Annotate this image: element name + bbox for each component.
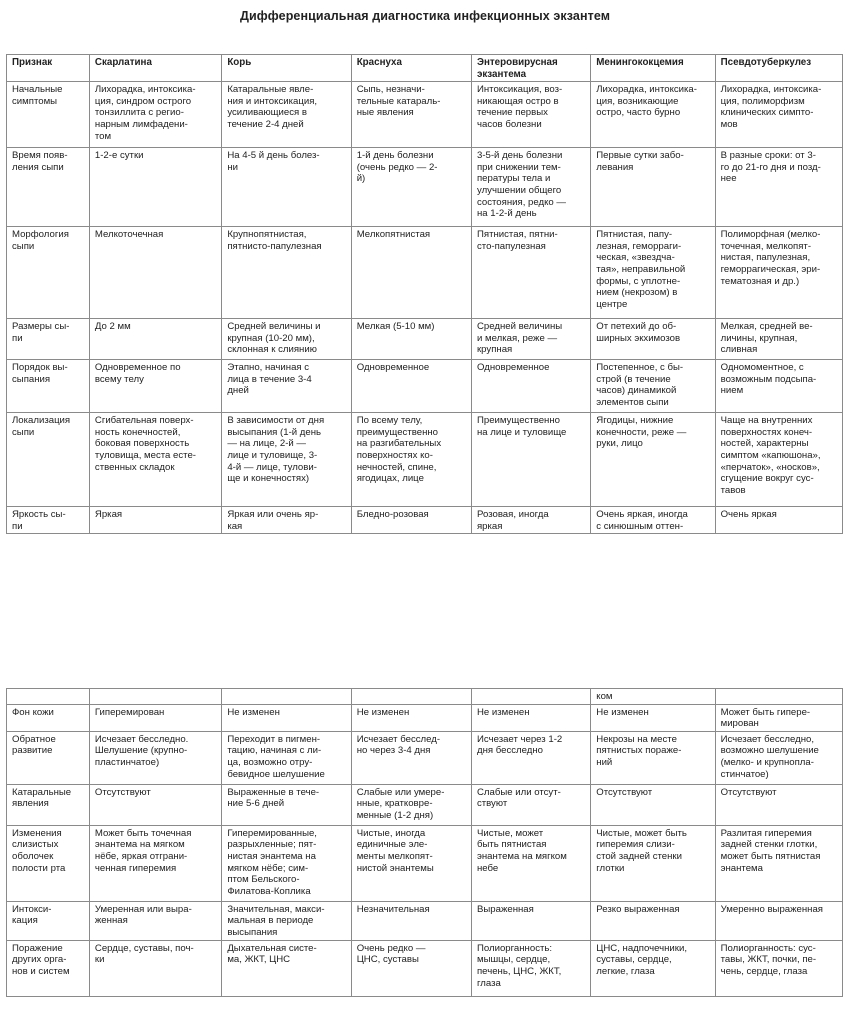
row-label-cell: Фон кожи (7, 704, 90, 731)
table-cell: Лихорадка, интоксика- ция, синдром острого тонзиллита с регио- нарным лимфадени- том (89, 82, 221, 148)
table-row (7, 825, 843, 901)
table-cell: Средней величины и мелкая, реже — крупная (471, 319, 590, 360)
table-cell: В зависимости от дня высыпания (1-й день — на лице, 2-й — лице и туловище, 3- 4-й — лице, тулови- ще и конечностях) (222, 413, 351, 507)
table-cell: Средней величины и крупная (10-20 мм), склонная к слиянию (222, 319, 351, 360)
table-cell: Мелкая (5-10 мм) (351, 319, 471, 360)
table-cell: По всему телу, преимущественно на разгибательных поверхностях ко- нечностей, спине, ягодицах, лице (351, 413, 471, 507)
table-header-row (7, 55, 843, 82)
header-pseudotuberculosis: Псевдотуберкулез (715, 55, 842, 82)
table-row (7, 82, 843, 148)
table-row (7, 227, 843, 319)
table-cell: Полиморфная (мелко- точечная, мелкопят- нистая, папулезная, геморрагическая, эри- тематозная и др.) (715, 227, 842, 319)
table-row (7, 704, 843, 731)
table-cell: Одновременное по всему телу (89, 360, 221, 413)
table-cell: Первые сутки забо- левания (591, 148, 715, 227)
table-cell: На 4-5 й день болез- ни (222, 148, 351, 227)
table-cell: Полиорганность: сус- тавы, ЖКТ, почки, пе- чень, сердце, глаза (715, 940, 842, 996)
table-row (7, 940, 843, 996)
table-row (7, 360, 843, 413)
table-row (7, 731, 843, 784)
table-row (7, 148, 843, 227)
header-meningococcemia: Менингококцемия (591, 55, 715, 82)
table-cell: Некрозы на месте пятнистых пораже- ний (591, 731, 715, 784)
table-cell (351, 689, 471, 705)
row-label-cell: Локализация сыпи (7, 413, 90, 507)
row-label-cell: Катаральные явления (7, 784, 90, 825)
table-cell: Крупнопятнистая, пятнисто-папулезная (222, 227, 351, 319)
row-label-cell: Начальные симптомы (7, 82, 90, 148)
table-cell: Этапно, начиная с лица в течение 3-4 дней (222, 360, 351, 413)
table-cell: Отсутствуют (591, 784, 715, 825)
table-cell: Исчезает бесслед- но через 3-4 дня (351, 731, 471, 784)
row-label-cell: Интокси- кация (7, 901, 90, 940)
table-cell: Полиорганность: мышцы, сердце, печень, ЦНС, ЖКТ, глаза (471, 940, 590, 996)
table-cell: Розовая, иногда яркая (471, 507, 590, 534)
table-cell (222, 689, 351, 705)
table-cell: Сыпь, незначи- тельные катараль- ные явления (351, 82, 471, 148)
table-cell: Постепенное, с бы- строй (в течение часов) динамикой элементов сыпи (591, 360, 715, 413)
row-label-cell: Обратное развитие (7, 731, 90, 784)
diagnosis-table-part-1 (6, 54, 843, 534)
row-label-cell (7, 689, 90, 705)
table-cell: Преимущественно на лице и туловище (471, 413, 590, 507)
header-scarlet-fever: Скарлатина (89, 55, 221, 82)
table-cell: Интоксикация, воз- никающая остро в течение первых часов болезни (471, 82, 590, 148)
page-title: Дифференциальная диагностика инфекционных экзантем (239, 9, 611, 23)
table-cell: До 2 мм (89, 319, 221, 360)
table-cell: Гиперемирован (89, 704, 221, 731)
table-cell: Яркая (89, 507, 221, 534)
table-cell: Очень редко — ЦНС, суставы (351, 940, 471, 996)
row-label-cell: Размеры сы- пи (7, 319, 90, 360)
header-enteroviral-exanthema: Энтеровирусная экзантема (471, 55, 590, 82)
table-cell: Лихорадка, интоксика- ция, возникающие остро, часто бурно (591, 82, 715, 148)
row-label-cell: Время появ- ления сыпи (7, 148, 90, 227)
table-cell: Яркая или очень яр- кая (222, 507, 351, 534)
table-cell: Сердце, суставы, поч- ки (89, 940, 221, 996)
header-measles: Корь (222, 55, 351, 82)
table-cell: Одновременное (351, 360, 471, 413)
table-cell: Мелкоточечная (89, 227, 221, 319)
table-cell: Переходит в пигмен- тацию, начиная с ли- ца, возможно отру- бевидное шелушение (222, 731, 351, 784)
table-cell: Лихорадка, интоксика- ция, полиморфизм клинических симпто- мов (715, 82, 842, 148)
table-cell: Разлитая гиперемия задней стенки глотки, может быть пятнистая энантема (715, 825, 842, 901)
table-cell: Умеренная или выра- женная (89, 901, 221, 940)
table-row (7, 689, 843, 705)
table-cell: ЦНС, надпочечники, суставы, сердце, легкие, глаза (591, 940, 715, 996)
table-cell: Чистые, может быть гиперемия слизи- стой задней стенки глотки (591, 825, 715, 901)
table-cell: Может быть гипере- мирован (715, 704, 842, 731)
table-cell: Не изменен (222, 704, 351, 731)
table-cell: Пятнистая, папу- лезная, геморраги- ческая, «звездча- тая», неправильной формы, с уплотне- нием (некрозом) в центре (591, 227, 715, 319)
table-cell: Выраженные в тече- ние 5-6 дней (222, 784, 351, 825)
table-row (7, 901, 843, 940)
table-row (7, 319, 843, 360)
table-cell: Мелкая, средней ве- личины, крупная, сливная (715, 319, 842, 360)
table-cell: Чистые, может быть пятнистая энантема на мягком небе (471, 825, 590, 901)
table-cell: Исчезает бесследно. Шелушение (крупно- пластинчатое) (89, 731, 221, 784)
table-cell: ком (591, 689, 715, 705)
table-cell: Слабые или умере- нные, кратковре- менные (1-2 дня) (351, 784, 471, 825)
table-body-part-1 (7, 82, 843, 534)
table-cell: 1-2-е сутки (89, 148, 221, 227)
header-rubella: Краснуха (351, 55, 471, 82)
table-cell: Катаральные явле- ния и интоксикация, усиливающиеся в течение 2-4 дней (222, 82, 351, 148)
table-cell: Выраженная (471, 901, 590, 940)
table-row (7, 784, 843, 825)
table-cell: Не изменен (471, 704, 590, 731)
table-cell: Отсутствуют (89, 784, 221, 825)
table-row (7, 413, 843, 507)
table-cell: Чистые, иногда единичные эле- менты мелкопят- нистой энантемы (351, 825, 471, 901)
table-cell: Умеренно выраженная (715, 901, 842, 940)
row-label-cell: Яркость сы- пи (7, 507, 90, 534)
diagnosis-table-part-2 (6, 688, 843, 997)
row-label-cell: Морфология сыпи (7, 227, 90, 319)
table-cell: Бледно-розовая (351, 507, 471, 534)
table-cell: Пятнистая, пятни- сто-папулезная (471, 227, 590, 319)
table-cell: Дыхательная систе- ма, ЖКТ, ЦНС (222, 940, 351, 996)
table-cell: 3-5-й день болезни при снижении тем- пературы тела и улучшении общего состояния, редко — на 1-2-й день (471, 148, 590, 227)
table-cell: Отсутствуют (715, 784, 842, 825)
table-body-part-2 (7, 689, 843, 997)
table-cell: Незначительная (351, 901, 471, 940)
table-cell: Очень яркая, иногда с синюшным оттен- (591, 507, 715, 534)
table-cell: Значительная, макси- мальная в периоде высыпания (222, 901, 351, 940)
table-cell: Слабые или отсут- ствуют (471, 784, 590, 825)
table-cell: Сгибательная поверх- ность конечностей, боковая поверхность туловища, места есте- ственных складок (89, 413, 221, 507)
table-cell: Может быть точечная энантема на мягком нёбе, яркая отграни- ченная гиперемия (89, 825, 221, 901)
table-cell: Мелкопятнистая (351, 227, 471, 319)
header-feature: Признак (7, 55, 90, 82)
table-cell: Одновременное (471, 360, 590, 413)
table-cell (715, 689, 842, 705)
table-cell: Исчезает бесследно, возможно шелушение (мелко- и крупнопла- стинчатое) (715, 731, 842, 784)
row-label-cell: Порядок вы- сыпания (7, 360, 90, 413)
table-cell: Очень яркая (715, 507, 842, 534)
table-cell: Резко выраженная (591, 901, 715, 940)
table-cell: Не изменен (591, 704, 715, 731)
table-cell: Не изменен (351, 704, 471, 731)
table-cell: Чаще на внутренних поверхностях конеч- ностей, характерны симптом «капюшона», «перчаток», «носков», сгущение вокруг сус- тавов (715, 413, 842, 507)
table-cell: Одномоментное, с возможным подсыпа- нием (715, 360, 842, 413)
table-cell (89, 689, 221, 705)
row-label-cell: Изменения слизистых оболочек полости рта (7, 825, 90, 901)
table-cell: В разные сроки: от 3- го до 21-го дня и позд- нее (715, 148, 842, 227)
table-cell: 1-й день болезни (очень редко — 2- й) (351, 148, 471, 227)
table-cell: Гиперемированные, разрыхленные; пят- нистая энантема на мягком нёбе; сим- птом Бельского- Филатова-Коплика (222, 825, 351, 901)
table-cell: Исчезает через 1-2 дня бесследно (471, 731, 590, 784)
table-cell (471, 689, 590, 705)
table-row (7, 507, 843, 534)
table-cell: Ягодицы, нижние конечности, реже — руки, лицо (591, 413, 715, 507)
row-label-cell: Поражение других орга- нов и систем (7, 940, 90, 996)
table-cell: От петехий до об- ширных экхимозов (591, 319, 715, 360)
